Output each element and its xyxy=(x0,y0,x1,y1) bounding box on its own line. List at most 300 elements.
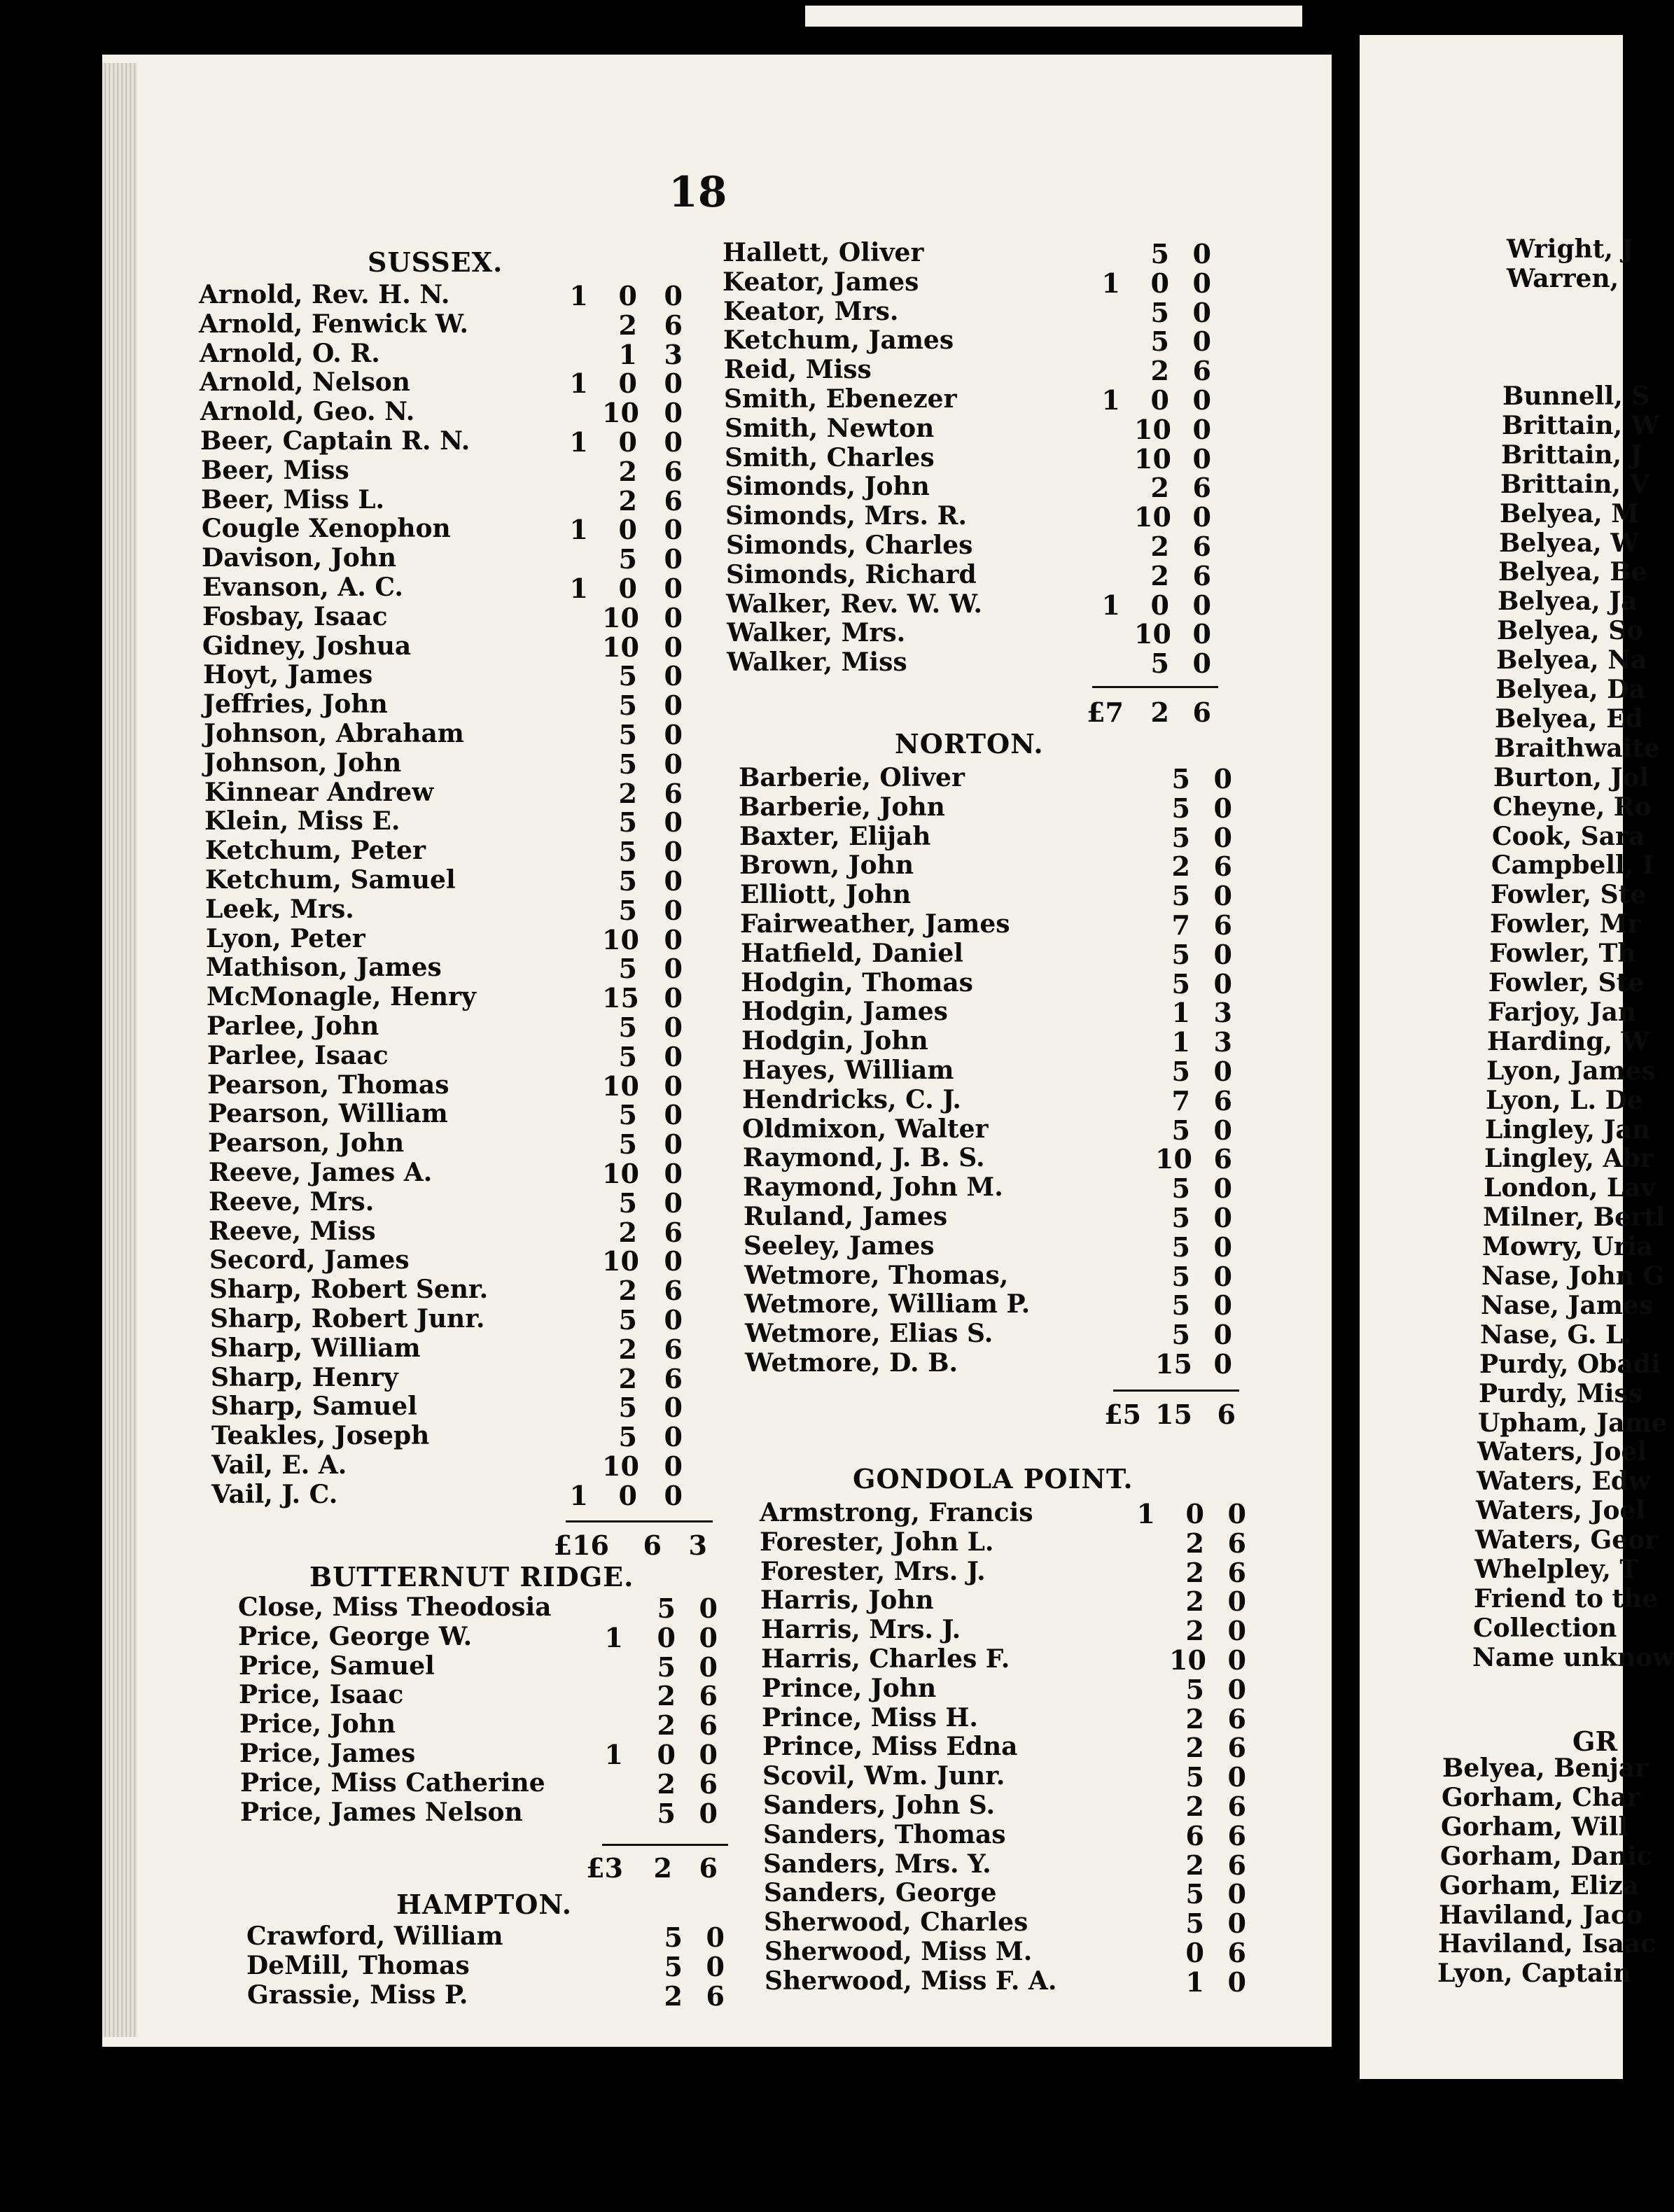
amount-shillings: 2 xyxy=(657,1709,676,1742)
amount-pounds: 1 xyxy=(1136,1498,1155,1530)
total-s: 2 xyxy=(653,1852,672,1884)
subscriber-entry xyxy=(0,648,1623,680)
amount-shillings: 0 xyxy=(1150,589,1169,621)
amount-pence: 6 xyxy=(699,1709,718,1742)
amount-shillings: 7 xyxy=(1171,1084,1190,1116)
amount-pence: 6 xyxy=(699,1768,718,1800)
subscriber-name: Raymond, J. B. S. xyxy=(743,1143,985,1173)
subscriber-name: Simonds, John xyxy=(725,472,930,502)
amount-shillings: 1 xyxy=(1171,997,1190,1029)
amount-shillings: 2 xyxy=(657,1768,676,1800)
amount-shillings: 5 xyxy=(1171,967,1190,1000)
amount-pence: 0 xyxy=(1192,648,1211,680)
subscriber-name: Sharp, Robert Junr. xyxy=(210,1304,485,1334)
amount-shillings: 2 xyxy=(657,1680,676,1712)
amount-shillings: 1 xyxy=(1171,1026,1190,1058)
right-page-name: Gorham, Danic xyxy=(1440,1841,1652,1871)
amount-shillings: 5 xyxy=(618,1040,637,1072)
total-d: 6 xyxy=(1192,696,1211,728)
amount-pence: 6 xyxy=(1213,1143,1232,1175)
subscriber-name: Hodgin, John xyxy=(741,1026,928,1056)
right-page-line: Wright, J xyxy=(1507,234,1634,264)
amount-pence: 0 xyxy=(1213,1319,1232,1351)
subscriber-entry xyxy=(0,1261,1623,1290)
total-l: £5 xyxy=(1104,1399,1141,1430)
subscriber-name: Sharp, William xyxy=(210,1333,421,1363)
subscriber-name: Harris, Mrs. J. xyxy=(761,1615,961,1645)
amount-pence: 0 xyxy=(1213,967,1232,1000)
total-d: 3 xyxy=(688,1530,707,1561)
amount-pence: 6 xyxy=(1192,355,1211,387)
amount-pence: 0 xyxy=(699,1797,718,1829)
subscriber-name: Price, James Nelson xyxy=(240,1797,523,1827)
right-page-name: Lyon, Captain xyxy=(1437,1959,1632,1989)
amount-shillings: 2 xyxy=(618,777,637,809)
amount-pence: 0 xyxy=(1213,1202,1232,1233)
amount-shillings: 0 xyxy=(1185,1498,1204,1530)
right-page-name: London, Lav xyxy=(1484,1173,1656,1203)
amount-pence: 0 xyxy=(1213,1114,1232,1146)
right-page-name: Nase, John G xyxy=(1481,1261,1665,1291)
total-d: 6 xyxy=(699,1852,718,1884)
amount-pence: 0 xyxy=(664,543,683,575)
subscriber-name: Seeley, James xyxy=(744,1231,935,1261)
amount-pence: 6 xyxy=(1227,1732,1246,1764)
subscriber-name: Walker, Rev. W. W. xyxy=(726,589,982,619)
right-page-name: Waters, Joel xyxy=(1476,1496,1646,1526)
section-heading-sussex: SUSSEX. xyxy=(368,246,503,278)
amount-shillings: 1 xyxy=(1185,1966,1204,1998)
subscriber-name: Sanders, Mrs. Y. xyxy=(763,1849,991,1879)
amount-shillings: 10 xyxy=(1134,501,1171,533)
amount-pence: 0 xyxy=(1192,589,1211,621)
amount-shillings: 5 xyxy=(1185,1761,1204,1793)
amount-pence: 0 xyxy=(1227,1644,1246,1676)
subscriber-name: Harris, John xyxy=(760,1586,934,1616)
amount-shillings: 5 xyxy=(657,1797,676,1829)
amount-pence: 0 xyxy=(706,1921,725,1953)
amount-pence: 6 xyxy=(664,777,683,809)
subscriber-name: Smith, Newton xyxy=(725,413,935,443)
subscriber-name: Scovil, Wm. Junr. xyxy=(762,1761,1005,1791)
amount-shillings: 2 xyxy=(618,455,637,487)
amount-pence: 0 xyxy=(1227,1761,1246,1793)
right-page-name: Burton, Jol xyxy=(1493,762,1649,792)
subscriber-name: Brown, John xyxy=(739,850,914,881)
amount-shillings: 2 xyxy=(1171,850,1190,883)
amount-pounds: 1 xyxy=(604,1621,623,1653)
subscriber-entry xyxy=(0,1172,1623,1205)
right-page-name: Belyea, Benjar xyxy=(1442,1754,1649,1783)
amount-shillings: 5 xyxy=(618,1421,637,1453)
amount-pence: 0 xyxy=(664,1040,683,1072)
amount-shillings: 0 xyxy=(657,1621,676,1653)
subscriber-name: Parlee, John xyxy=(207,1011,379,1041)
right-page-name: Lingley, Jan xyxy=(1485,1114,1650,1144)
subscriber-name: Sanders, John S. xyxy=(763,1791,996,1820)
subscriber-name: Ketchum, Samuel xyxy=(205,865,456,895)
total-s: 6 xyxy=(643,1530,662,1561)
amount-pence: 6 xyxy=(664,455,683,487)
amount-shillings: 5 xyxy=(618,660,637,692)
subscriber-name: Sanders, George xyxy=(764,1878,997,1908)
amount-shillings: 2 xyxy=(618,309,637,341)
amount-pence: 6 xyxy=(664,309,683,341)
subscriber-name: Arnold, Rev. H. N. xyxy=(199,280,450,309)
subscriber-name: Arnold, Fenwick W. xyxy=(199,309,469,339)
right-page-name: Lingley, Abr xyxy=(1484,1144,1654,1174)
amount-shillings: 5 xyxy=(1150,296,1169,328)
subscriber-entry xyxy=(0,1348,1623,1378)
right-page-name: Belyea, Na xyxy=(1496,645,1647,676)
right-page-name: Purdy, Miss xyxy=(1479,1378,1642,1408)
total-d: 6 xyxy=(1217,1399,1236,1430)
amount-pence: 0 xyxy=(699,1739,718,1770)
amount-shillings: 5 xyxy=(618,1392,637,1424)
amount-shillings: 5 xyxy=(657,1592,676,1624)
amount-shillings: 0 xyxy=(1150,384,1169,416)
amount-pence: 0 xyxy=(664,1099,683,1131)
amount-pounds: 1 xyxy=(1101,267,1120,299)
amount-shillings: 10 xyxy=(1155,1143,1192,1175)
amount-pence: 0 xyxy=(706,1950,725,1982)
amount-pence: 0 xyxy=(1213,1056,1232,1087)
subscriber-name: Elliott, John xyxy=(740,880,912,910)
amount-shillings: 0 xyxy=(657,1739,676,1770)
amount-pence: 6 xyxy=(706,1980,725,2012)
sum-rule xyxy=(1113,1390,1239,1392)
section-heading-gondola-point: GONDOLA POINT. xyxy=(853,1463,1134,1494)
amount-shillings: 5 xyxy=(1171,1289,1190,1322)
amount-shillings: 10 xyxy=(602,923,639,955)
amount-pence: 6 xyxy=(1227,1937,1246,1968)
amount-shillings: 5 xyxy=(1171,1114,1190,1146)
total-s: 2 xyxy=(1150,696,1169,728)
section-heading-norton: NORTON. xyxy=(895,728,1044,760)
right-page-name: Lyon, James xyxy=(1486,1056,1656,1086)
subscriber-name: Reeve, Mrs. xyxy=(209,1186,375,1217)
subscriber-entry xyxy=(0,1026,1623,1056)
amount-pence: 6 xyxy=(664,1362,683,1394)
right-page-name: Brittain, V xyxy=(1500,469,1649,499)
amount-shillings: 5 xyxy=(1171,880,1190,912)
section-heading-hampton: HAMPTON. xyxy=(396,1889,572,1920)
right-page-name: Brittain, W xyxy=(1502,410,1659,440)
amount-pence: 0 xyxy=(1227,1907,1246,1940)
amount-pence: 0 xyxy=(1213,821,1232,853)
subscriber-entry xyxy=(0,1085,1623,1114)
subscriber-entry xyxy=(0,880,1623,912)
right-page-name: Belyea, W xyxy=(1499,528,1639,558)
amount-shillings: 6 xyxy=(1185,1819,1204,1851)
subscriber-name: Reeve, Miss xyxy=(209,1216,376,1246)
subscriber-name: Sharp, Samuel xyxy=(211,1392,417,1422)
amount-pence: 0 xyxy=(1213,1289,1232,1322)
amount-pounds: 1 xyxy=(569,280,588,312)
amount-pounds: 1 xyxy=(569,368,588,400)
subscriber-name: Hodgin, James xyxy=(741,997,948,1027)
subscriber-entry xyxy=(0,1791,1623,1820)
subscriber-name: Forester, Mrs. J. xyxy=(760,1556,986,1586)
subscriber-entry xyxy=(0,501,1623,531)
subscriber-name: Sharp, Robert Senr. xyxy=(209,1275,489,1305)
subscriber-entry xyxy=(0,1820,1623,1849)
subscriber-entry xyxy=(0,1421,1623,1453)
subscriber-entry xyxy=(0,1849,1623,1879)
right-page-name: Harding, W xyxy=(1487,1026,1649,1056)
amount-shillings: 5 xyxy=(618,1304,637,1336)
subscriber-entry xyxy=(0,472,1623,504)
subscriber-name: Sharp, Henry xyxy=(211,1362,398,1392)
right-page-name: Friend to the xyxy=(1474,1583,1659,1614)
subscriber-name: Wetmore, William P. xyxy=(744,1289,1031,1320)
subscriber-entry xyxy=(0,326,1623,358)
subscriber-name: Evanson, A. C. xyxy=(202,573,403,602)
right-page-name: Belyea, Be xyxy=(1498,557,1647,587)
right-page-name: Waters, Edw xyxy=(1477,1466,1651,1497)
subscriber-name: Beer, Miss L. xyxy=(201,484,385,514)
amount-pence: 0 xyxy=(664,836,683,868)
amount-shillings: 5 xyxy=(618,543,637,575)
amount-shillings: 5 xyxy=(1185,1878,1204,1910)
amount-pence: 0 xyxy=(1213,938,1232,970)
amount-pence: 0 xyxy=(1213,1260,1232,1292)
subscriber-name: Barberie, Oliver xyxy=(739,763,965,792)
amount-pence: 0 xyxy=(664,368,683,400)
amount-shillings: 5 xyxy=(618,953,637,985)
amount-pence: 0 xyxy=(1192,442,1211,475)
amount-pence: 0 xyxy=(664,690,683,722)
sum-rule xyxy=(1092,686,1218,688)
subscriber-name: Walker, Mrs. xyxy=(727,618,906,648)
amount-pence: 0 xyxy=(664,1245,683,1278)
amount-pence: 0 xyxy=(664,397,683,429)
amount-pence: 6 xyxy=(1213,850,1232,883)
subscriber-entry xyxy=(0,267,1623,297)
subscriber-name: Smith, Charles xyxy=(725,442,935,472)
right-page-name: Belyea, So xyxy=(1497,616,1644,646)
amount-pence: 0 xyxy=(664,953,683,985)
subscriber-name: Ketchum, James xyxy=(723,326,954,356)
amount-pence: 0 xyxy=(664,601,683,634)
subscriber-name: Hatfield, Daniel xyxy=(741,938,963,968)
subscriber-name: Simonds, Mrs. R. xyxy=(725,501,968,531)
subscriber-name: Kinnear Andrew xyxy=(204,777,434,807)
amount-shillings: 5 xyxy=(1150,648,1169,680)
amount-pounds: 1 xyxy=(1101,589,1120,621)
subscriber-entry xyxy=(0,1231,1623,1261)
subscriber-name: Ruland, James xyxy=(744,1202,948,1231)
subscriber-name: Beer, Captain R. N. xyxy=(200,426,470,456)
subscriber-name: Pearson, William xyxy=(208,1099,448,1129)
amount-shillings: 7 xyxy=(1171,909,1190,941)
right-page-name: Belyea, M xyxy=(1500,498,1640,528)
amount-pence: 0 xyxy=(664,1158,683,1189)
amount-pence: 0 xyxy=(664,806,683,839)
amount-pounds: 1 xyxy=(1101,384,1120,416)
right-page-line: Warren, xyxy=(1507,264,1619,293)
subscriber-name: Ketchum, Peter xyxy=(205,836,426,866)
subscriber-name: Wetmore, D. B. xyxy=(745,1348,958,1378)
amount-pence: 0 xyxy=(1192,501,1211,533)
subscriber-name: Wetmore, Elias S. xyxy=(745,1319,993,1349)
amount-pence: 0 xyxy=(664,865,683,897)
amount-shillings: 5 xyxy=(618,719,637,750)
amount-shillings: 5 xyxy=(618,1128,637,1161)
amount-pence: 0 xyxy=(1192,296,1211,328)
amount-shillings: 2 xyxy=(1185,1586,1204,1618)
subscriber-entry xyxy=(0,1056,1623,1085)
amount-pence: 0 xyxy=(664,719,683,750)
subscriber-entry xyxy=(0,589,1623,619)
amount-shillings: 2 xyxy=(1150,355,1169,387)
amount-pence: 0 xyxy=(1227,1966,1246,1998)
right-page-name: Haviland, Jaco xyxy=(1439,1900,1643,1930)
amount-shillings: 0 xyxy=(618,573,637,604)
right-page-name: Belyea, Da xyxy=(1495,675,1645,704)
amount-shillings: 5 xyxy=(618,894,637,926)
amount-pence: 0 xyxy=(1213,1231,1232,1263)
amount-shillings: 5 xyxy=(1171,1202,1190,1233)
subscriber-name: Vail, E. A. xyxy=(211,1450,347,1480)
subscriber-entry xyxy=(0,1498,1623,1530)
right-page-heading: GR xyxy=(1572,1726,1618,1757)
amount-shillings: 0 xyxy=(618,514,637,546)
right-page-name: Waters, Joel xyxy=(1477,1437,1647,1467)
right-page-name: Haviland, Isaac xyxy=(1438,1929,1656,1959)
subscriber-name: Arnold, O. R. xyxy=(200,338,380,368)
amount-shillings: 5 xyxy=(1150,238,1169,270)
amount-shillings: 2 xyxy=(1185,1849,1204,1881)
subscriber-entry xyxy=(0,1392,1623,1424)
amount-shillings: 10 xyxy=(602,1158,639,1189)
amount-pounds: 1 xyxy=(569,426,588,458)
amount-pence: 6 xyxy=(699,1680,718,1712)
right-page-name: Belyea, Ed xyxy=(1495,704,1643,734)
subscriber-entry xyxy=(0,1114,1623,1144)
amount-pence: 6 xyxy=(1192,559,1211,592)
amount-shillings: 2 xyxy=(664,1980,683,2012)
subscriber-name: Sherwood, Miss F. A. xyxy=(765,1966,1057,1996)
subscriber-name: Armstrong, Francis xyxy=(760,1498,1033,1527)
subscriber-name: Davison, John xyxy=(202,543,397,573)
amount-pence: 0 xyxy=(1213,1172,1232,1205)
subscriber-name: Baxter, Elijah xyxy=(739,821,931,851)
right-page-name: Purdy, Obadi xyxy=(1479,1349,1661,1379)
amount-shillings: 2 xyxy=(1185,1791,1204,1822)
subscriber-name: Price, George W. xyxy=(238,1621,473,1651)
subscriber-name: Teakles, Joseph xyxy=(211,1421,430,1451)
amount-pence: 6 xyxy=(1213,909,1232,941)
amount-pence: 0 xyxy=(664,573,683,604)
subscriber-name: Prince, Miss H. xyxy=(762,1702,978,1732)
amount-pence: 0 xyxy=(664,1304,683,1336)
right-page-name: Collection xyxy=(1473,1613,1617,1643)
subscriber-entry xyxy=(0,1966,1623,1996)
subscriber-name: Price, Isaac xyxy=(239,1680,404,1710)
amount-shillings: 2 xyxy=(1150,559,1169,592)
subscriber-name: Wetmore, Thomas, xyxy=(744,1260,1009,1290)
subscriber-name: Sherwood, Charles xyxy=(764,1907,1028,1938)
amount-pence: 0 xyxy=(1213,792,1232,824)
amount-shillings: 5 xyxy=(618,865,637,897)
subscriber-name: Hendricks, C. J. xyxy=(742,1084,961,1114)
total-l: £3 xyxy=(586,1852,623,1884)
subscriber-entry xyxy=(0,414,1623,443)
subscriber-entry xyxy=(0,297,1623,326)
amount-shillings: 10 xyxy=(602,1450,639,1482)
right-page-name: Nase, G. L. xyxy=(1480,1320,1632,1350)
subscriber-entry xyxy=(0,531,1623,560)
right-page-name: Fowler, Ste xyxy=(1491,880,1647,910)
amount-pence: 6 xyxy=(1213,1084,1232,1116)
amount-shillings: 5 xyxy=(1171,821,1190,853)
subscriber-name: Price, John xyxy=(239,1709,396,1740)
subscriber-entry xyxy=(0,1761,1623,1791)
subscriber-name: Close, Miss Theodosia xyxy=(238,1592,552,1622)
amount-shillings: 5 xyxy=(1185,1907,1204,1940)
right-page-name: Farjoy, Jan xyxy=(1488,997,1636,1027)
subscriber-name: Barberie, John xyxy=(739,792,945,822)
right-page-name: Bunnell, S xyxy=(1502,382,1650,411)
subscriber-name: Vail, J. C. xyxy=(211,1479,338,1509)
subscriber-entry xyxy=(0,997,1623,1029)
right-page-name: Gorham, Char xyxy=(1442,1782,1640,1812)
subscriber-entry xyxy=(0,1702,1623,1735)
amount-shillings: 5 xyxy=(1171,792,1190,824)
subscriber-name: Price, Miss Catherine xyxy=(240,1768,545,1798)
subscriber-name: Fairweather, James xyxy=(740,909,1010,939)
right-page-name: Cook, Sara xyxy=(1492,821,1645,851)
amount-pence: 6 xyxy=(1227,1849,1246,1881)
amount-shillings: 10 xyxy=(1169,1644,1206,1676)
page-number: 18 xyxy=(669,168,727,217)
amount-pence: 0 xyxy=(664,660,683,692)
amount-pence: 6 xyxy=(664,1333,683,1365)
right-page-name: Whelpley, T xyxy=(1474,1555,1639,1584)
subscriber-entry xyxy=(0,355,1623,387)
subscriber-name: Walker, Miss xyxy=(727,648,907,678)
amount-pence: 0 xyxy=(1213,880,1232,912)
amount-pence: 0 xyxy=(664,1186,683,1219)
right-page-name: Braithwaite xyxy=(1494,733,1660,763)
amount-pence: 0 xyxy=(1213,763,1232,794)
amount-pence: 0 xyxy=(1192,238,1211,270)
right-page-name: Campbell, I xyxy=(1491,850,1654,881)
subscriber-entry xyxy=(0,1615,1623,1647)
amount-shillings: 2 xyxy=(1185,1556,1204,1588)
amount-pence: 0 xyxy=(664,1421,683,1453)
subscriber-entry xyxy=(0,792,1623,822)
amount-shillings: 2 xyxy=(1185,1527,1204,1559)
subscriber-entry xyxy=(0,822,1623,851)
amount-shillings: 15 xyxy=(602,982,639,1014)
amount-shillings: 5 xyxy=(618,836,637,868)
amount-shillings: 5 xyxy=(664,1921,683,1953)
subscriber-name: Smith, Ebenezer xyxy=(724,384,957,414)
amount-shillings: 10 xyxy=(1134,442,1171,475)
subscriber-name: Hodgin, Thomas xyxy=(741,967,973,997)
subscriber-entry xyxy=(0,850,1623,883)
subscriber-name: Keator, Mrs. xyxy=(723,296,899,326)
subscriber-name: Fosbay, Isaac xyxy=(202,601,388,631)
subscriber-name: Arnold, Nelson xyxy=(200,368,410,398)
amount-pence: 6 xyxy=(1227,1819,1246,1851)
subscriber-name: Mathison, James xyxy=(206,953,442,983)
subscriber-entry xyxy=(0,1202,1623,1231)
subscriber-name: Beer, Miss xyxy=(201,455,349,485)
subscriber-name: Crawford, William xyxy=(246,1921,503,1951)
